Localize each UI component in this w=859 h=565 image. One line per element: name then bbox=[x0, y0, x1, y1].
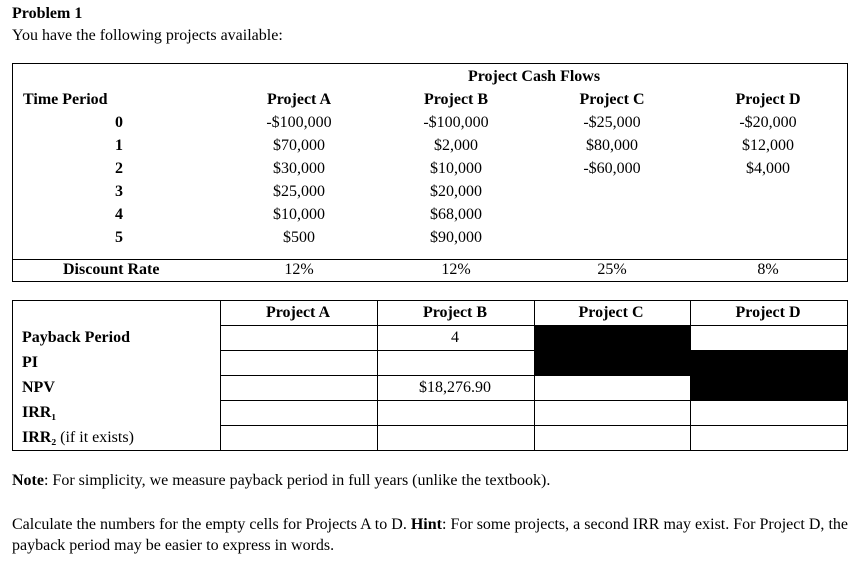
results-table bbox=[12, 300, 848, 451]
period-1: 1 bbox=[115, 137, 123, 154]
payback-b-value: 4 bbox=[451, 329, 459, 346]
cash-flow-cell: $30,000 bbox=[273, 160, 325, 177]
cash-flow-cell: $10,000 bbox=[273, 206, 325, 223]
row-label-npv: NPV bbox=[22, 379, 55, 396]
results-header-b: Project B bbox=[422, 304, 488, 321]
row-label-irr2: IRR₂ (if it exists) bbox=[22, 429, 134, 446]
period-2: 2 bbox=[115, 160, 123, 177]
cash-flow-cell: $68,000 bbox=[430, 206, 482, 223]
cash-flows-caption: Project Cash Flows bbox=[467, 68, 601, 85]
period-3: 3 bbox=[115, 183, 123, 200]
hint-label: Hint bbox=[410, 516, 442, 533]
cash-flow-cell: -$100,000 bbox=[423, 114, 489, 131]
instructions-part2: : For some projects, a second IRR may exist. For Project D, the payback period may be easier to express in words. bbox=[12, 516, 848, 554]
cash-flow-cell: -$20,000 bbox=[739, 114, 797, 131]
row-label-payback: Payback Period bbox=[22, 329, 130, 346]
results-header-c: Project C bbox=[578, 304, 644, 321]
row-label-pi: PI bbox=[22, 354, 38, 371]
results-header-a: Project A bbox=[265, 304, 331, 321]
discount-rate-c: 25% bbox=[597, 261, 627, 278]
problem-title: Problem 1 bbox=[12, 5, 83, 22]
cash-flow-cell: -$100,000 bbox=[266, 114, 332, 131]
period-4: 4 bbox=[115, 206, 123, 223]
cash-flow-cell: $4,000 bbox=[746, 160, 790, 177]
discount-rate-d: 8% bbox=[757, 261, 779, 278]
cash-flow-cell: $10,000 bbox=[430, 160, 482, 177]
discount-rate-b: 12% bbox=[441, 261, 471, 278]
project-c-header: Project C bbox=[579, 91, 645, 108]
cash-flow-cell: $70,000 bbox=[273, 137, 325, 154]
discount-rate-label: Discount Rate bbox=[63, 261, 160, 278]
intro-text: You have the following projects available: bbox=[12, 27, 283, 44]
period-5: 5 bbox=[115, 229, 123, 246]
note-text bbox=[12, 472, 550, 490]
discount-rate-a: 12% bbox=[284, 261, 314, 278]
redacted-cell bbox=[690, 375, 848, 400]
cash-flow-cell: $90,000 bbox=[430, 229, 482, 246]
cash-flow-cell: -$60,000 bbox=[583, 160, 641, 177]
instructions-text bbox=[12, 514, 848, 556]
row-label-irr1: IRR₁ bbox=[22, 404, 57, 421]
note-body: : For simplicity, we measure payback period in full years (unlike the textbook). bbox=[43, 472, 551, 489]
note-lead: Note bbox=[12, 472, 44, 489]
cash-flow-cell: $500 bbox=[283, 229, 315, 246]
cash-flow-cell: $20,000 bbox=[430, 183, 482, 200]
cash-flow-cell: $80,000 bbox=[586, 137, 638, 154]
cash-flow-cell: $25,000 bbox=[273, 183, 325, 200]
cash-flow-cell: $12,000 bbox=[742, 137, 794, 154]
period-0: 0 bbox=[115, 114, 123, 131]
project-a-header: Project A bbox=[266, 91, 332, 108]
cash-flow-cell: $2,000 bbox=[434, 137, 478, 154]
cash-flow-cell: -$25,000 bbox=[583, 114, 641, 131]
redacted-cell bbox=[690, 350, 848, 375]
time-period-header: Time Period bbox=[23, 91, 108, 108]
results-header-d: Project D bbox=[735, 304, 801, 321]
project-b-header: Project B bbox=[423, 91, 489, 108]
cash-flow-table bbox=[12, 63, 848, 282]
discount-rate-divider bbox=[13, 259, 847, 260]
npv-b-value: $18,276.90 bbox=[419, 379, 491, 396]
project-d-header: Project D bbox=[735, 91, 801, 108]
instructions-part1: Calculate the numbers for the empty cells for Projects A to D. bbox=[12, 516, 411, 533]
